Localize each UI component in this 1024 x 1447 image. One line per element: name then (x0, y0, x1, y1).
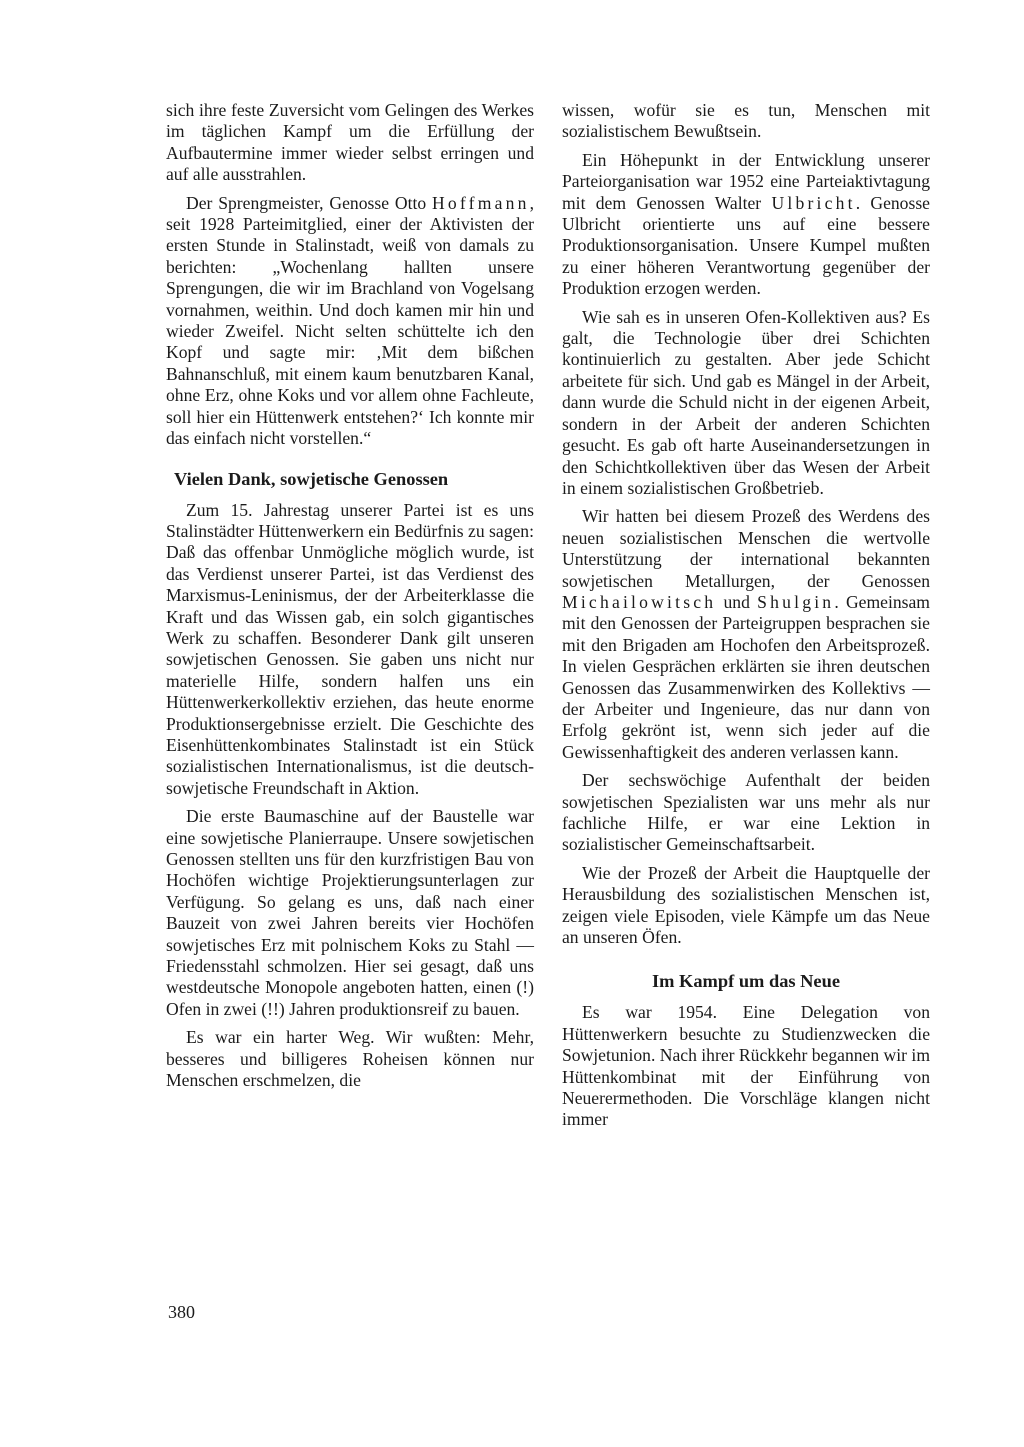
paragraph (166, 193, 534, 450)
paragraph-text: Wir hatten bei diesem Prozeß des Werdens des neuen sozialistischen Menschen die wertvolle Unterstützung der international bekannten sowjetischen Metallurgen, der Genossen (562, 506, 930, 591)
paragraph-text: Der Sprengmeister, Genosse Otto (186, 192, 432, 213)
paragraph-text: und (716, 591, 758, 612)
paragraph: Wie der Prozeß der Arbeit die Hauptquelle der Herausbildung des sozialistischen Menschen ist, zeigen viele Episoden, viele Kämpfe um das Neue an unseren Öfen. (562, 862, 930, 948)
paragraph-text: , seit 1928 Parteimitglied, einer der Aktivisten der ersten Stunde in Stalinstadt, weiß von damals zu berichten: „Wochenlang hallten unsere Sprengungen, die wir im Brachland von Vogelsang vornahmen, weithin. Und doch kamen mir hin und wieder Zweifel. Nicht selten schüttelte ich den Kopf und sagte mir: ‚Mit dem bißchen Bahnanschluß, mit einem kaum benutzbaren Kanal, ohne Erz, ohne Koks und vor allem ohne Fachleute, soll hier ein Hüttenwerk entstehen?‘ Ich konnte mir das einfach nicht vorstellen.“ (166, 192, 534, 449)
right-column (562, 100, 930, 1138)
paragraph: Die erste Baumaschine auf der Baustelle war eine sowjetische Planierraupe. Unsere sowjetischen Genossen stellten uns für den kurzfristigen Bau von Hochöfen wichtige Projektierungsunterlagen zur Verfügung. So gelang es uns, daß nach einer Bauzeit von zwei Jahren bereits vier Hochöfen sowjetisches Erz mit polnischem Koks zu Stahl — Friedensstahl schmolzen. Hier sei gesagt, daß uns westdeutsche Monopole angeboten hatten, einen (!) Ofen in zwei (!!) Jahren produktionsreif zu bauen. (166, 806, 534, 1019)
paragraph: Es war ein harter Weg. Wir wußten: Mehr, besseres und billigeres Roheisen können nur Menschen erschmelzen, die (166, 1027, 534, 1091)
paragraph (562, 506, 930, 763)
person-name: Ulbricht (771, 192, 856, 213)
paragraph-text: . Genosse Ulbricht orientierte uns auf eine bessere Produktionsorganisation. Unsere Kumpel mußten zu einer höheren Verantwortung gegenüber der Produktion erzogen werden. (562, 192, 930, 299)
paragraph (562, 150, 930, 300)
paragraph: Wie sah es in unseren Ofen-Kollektiven aus? Es galt, die Technologie über drei Schichten kontinuierlich zu gestalten. Aber jede Schicht arbeitete für sich. Und gab es Mängel in der Arbeit, dann wurde die Schuld nicht in der eigenen Arbeit, sondern in der Arbeit der anderen Schichten gesucht. Es gab oft harte Auseinandersetzungen in den Schichtkollektiven über das Wesen der Arbeit in einem sozialistischen Großbetrieb. (562, 306, 930, 498)
paragraph: Zum 15. Jahrestag unserer Partei ist es uns Stalinstädter Hüttenwerkern ein Bedürfnis zu sagen: Daß das offenbar Unmögliche möglich wurde, ist das Verdienst unserer Partei, ist das Verdienst des Marxismus-Leninismus, der der Arbeiterklasse die Kraft und das Wissen gab, ein solch gigantisches Werk zu schaffen. Besonderer Dank gilt unseren sowjetischen Genossen. Sie gaben uns nicht nur materielle Hilfe, sondern halfen uns ein Hüttenwerkerkollektiv erziehen, das heute enorme Produktionsergebnisse erzielt. Die Geschichte des Eisenhüttenkombinates Stalinstadt ist ein Stück sozialistischen Internationalismus, ist die deutsch-sowjetische Freundschaft in Aktion. (166, 499, 534, 798)
person-name: Shulgin (757, 591, 835, 612)
left-column (166, 100, 534, 1098)
person-name: Michailowitsch (562, 591, 717, 612)
paragraph-text: Ein Höhepunkt in der Entwicklung unserer Parteiorganisation war 1952 eine Parteiaktivtagung mit dem Genossen Walter (562, 149, 930, 213)
person-name: Hoffmann (432, 192, 530, 213)
page-number: 380 (168, 1302, 195, 1322)
paragraph: sich ihre feste Zuversicht vom Gelingen des Werkes im täglichen Kampf um die Erfüllung der Aufbautermine immer wieder selbst erringen und auf alle ausstrahlen. (166, 100, 534, 185)
paragraph-text: . Gemeinsam mit den Genossen der Parteigruppen besprachen sie mit den Brigaden am Hochofen den Arbeitsprozeß. In vielen Gesprächen erklärten sie ihren deutschen Genossen das Zusammenwirken des Kollektivs — der Arbeiter und Ingenieure, das nur dann von Erfolg gekrönt ist, wenn sich jeder auf die Gewissenhaftigkeit des anderen verlassen kann. (562, 591, 930, 762)
paragraph: Es war 1954. Eine Delegation von Hüttenwerkern besuchte zu Studienzwecken die Sowjetunion. Nach ihrer Rückkehr begannen wir im Hüttenkombinat mit der Einführung von Neuerermethoden. Die Vorschläge klangen nicht immer (562, 1002, 930, 1130)
section-heading: Im Kampf um das Neue (651, 971, 840, 992)
section-heading: Vielen Dank, sowjetische Genossen (174, 468, 449, 489)
paragraph: wissen, wofür sie es tun, Menschen mit sozialistischem Bewußtsein. (562, 100, 930, 142)
paragraph: Der sechswöchige Aufenthalt der beiden sowjetischen Spezialisten war uns mehr als nur fachliche Hilfe, er war eine Lektion in sozialistischer Gemeinschaftsarbeit. (562, 770, 930, 855)
